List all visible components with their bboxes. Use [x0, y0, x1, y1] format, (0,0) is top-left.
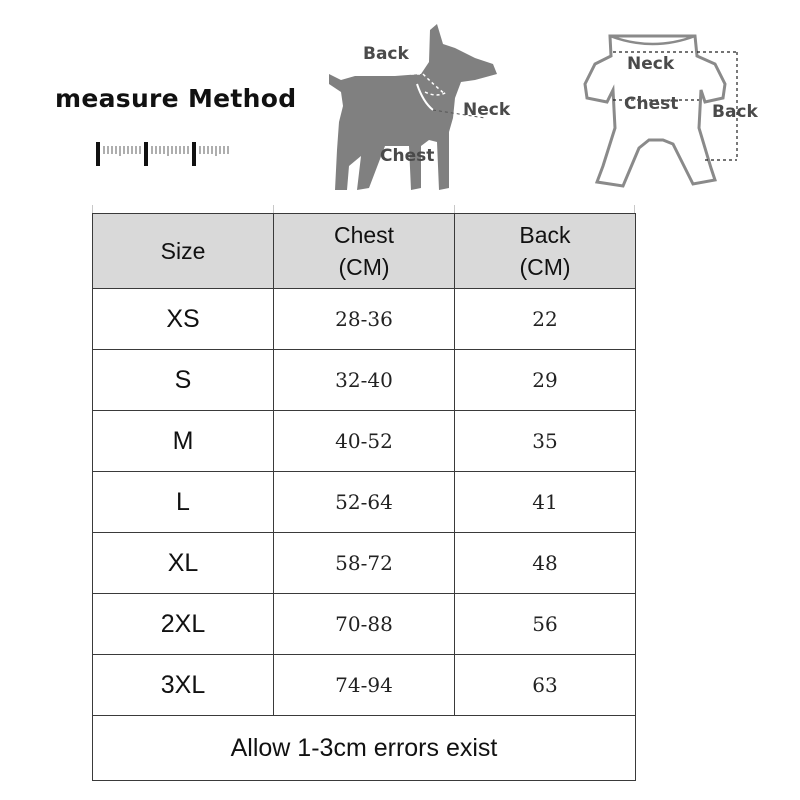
column-header-size [93, 214, 274, 289]
table-row [93, 411, 636, 472]
measure-method-title: measure Method [55, 84, 297, 113]
table-row [93, 289, 636, 350]
back-cell: 63 [455, 655, 636, 716]
size-cell: M [93, 411, 274, 472]
dog-measurement-diagram [325, 22, 525, 197]
column-header-chest [274, 214, 455, 289]
table-row [93, 594, 636, 655]
column-header-chest-unit: (CM) [338, 254, 390, 280]
chest-cell: 40-52 [274, 411, 455, 472]
garment-measurement-diagram [565, 28, 770, 193]
column-header-chest-label: Chest [333, 222, 395, 248]
column-header-back-unit: (CM) [519, 254, 571, 280]
tolerance-note: Allow 1-3cm errors exist [93, 716, 636, 781]
size-cell: XS [93, 289, 274, 350]
size-cell: 3XL [93, 655, 274, 716]
column-header-size-label: Size [160, 238, 206, 264]
size-cell: XL [93, 533, 274, 594]
dog-neck-label: Neck [463, 100, 511, 120]
chest-cell: 74-94 [274, 655, 455, 716]
chest-cell: 58-72 [274, 533, 455, 594]
chest-cell: 28-36 [274, 289, 455, 350]
size-cell: 2XL [93, 594, 274, 655]
size-cell: S [93, 350, 274, 411]
table-row [93, 350, 636, 411]
back-cell: 56 [455, 594, 636, 655]
chest-cell: 70-88 [274, 594, 455, 655]
garment-neck-label: Neck [627, 54, 675, 74]
column-header-back [455, 214, 636, 289]
chest-cell: 32-40 [274, 350, 455, 411]
back-cell: 29 [455, 350, 636, 411]
garment-chest-label: Chest [624, 94, 679, 114]
dog-back-label: Back [363, 44, 409, 64]
table-row [93, 472, 636, 533]
table-row [93, 655, 636, 716]
dog-chest-label: Chest [380, 146, 435, 166]
size-cell: L [93, 472, 274, 533]
table-row [93, 533, 636, 594]
chest-cell: 52-64 [274, 472, 455, 533]
back-cell: 48 [455, 533, 636, 594]
ruler-icon [96, 136, 236, 170]
back-cell: 22 [455, 289, 636, 350]
table-note-row [93, 716, 636, 781]
size-chart-table [92, 213, 636, 781]
garment-back-label: Back [712, 102, 758, 122]
table-header-row [93, 214, 636, 289]
column-header-back-label: Back [519, 222, 571, 248]
back-cell: 41 [455, 472, 636, 533]
back-cell: 35 [455, 411, 636, 472]
